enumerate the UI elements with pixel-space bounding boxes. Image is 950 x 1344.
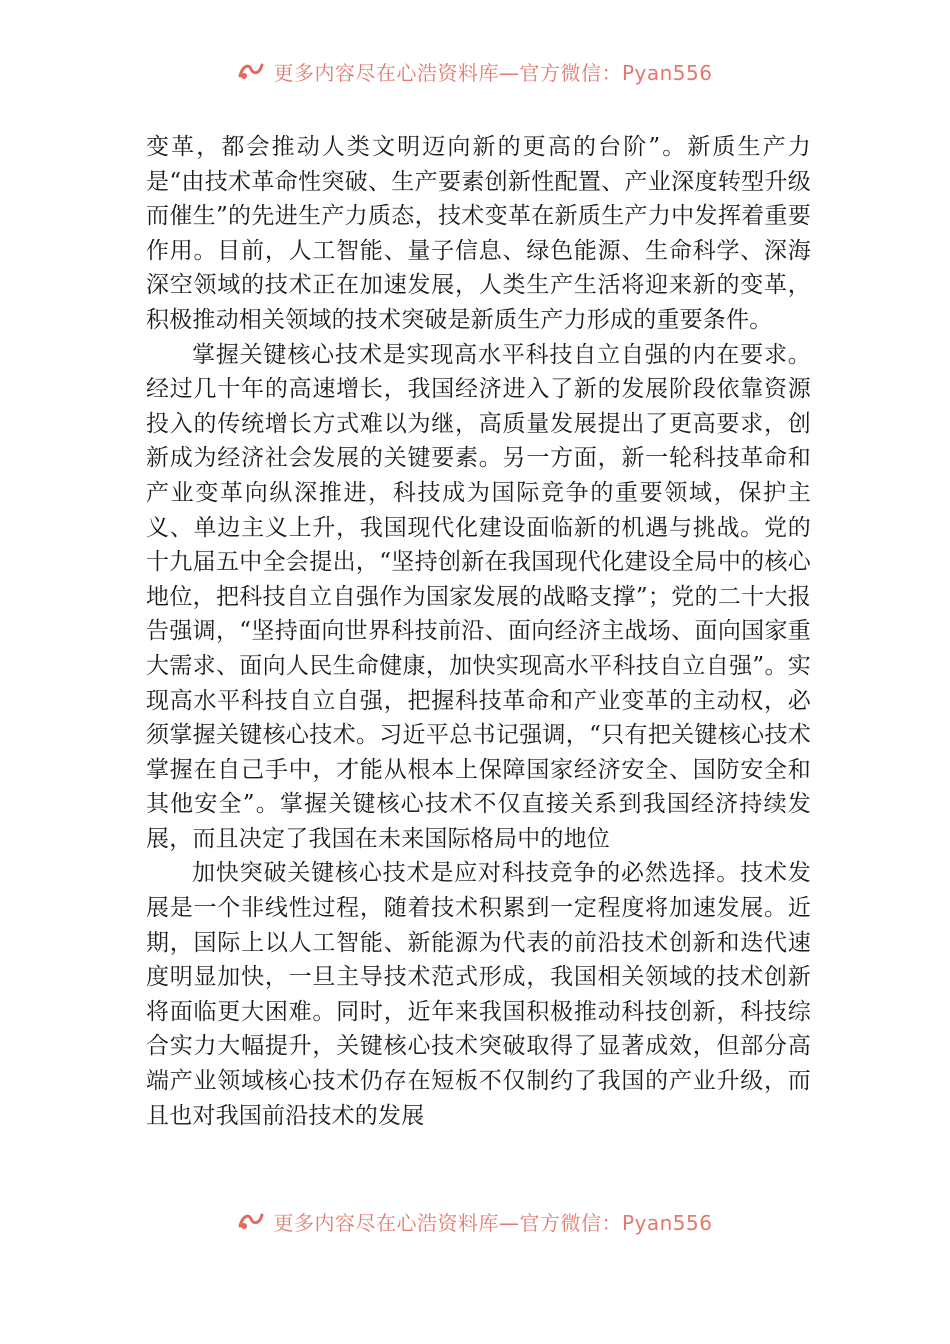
brand-logo-icon xyxy=(237,1211,265,1231)
watermark-text: 更多内容尽在心浩资料库—官方微信：Pyan556 xyxy=(273,60,713,85)
watermark-text: 更多内容尽在心浩资料库—官方微信：Pyan556 xyxy=(273,1210,713,1235)
header-watermark xyxy=(0,56,950,86)
footer-watermark xyxy=(0,1206,950,1236)
paragraph-2: 掌握关键核心技术是实现高水平科技自立自强的内在要求。经过几十年的高速增长，我国经济进入了新的发展阶段依靠资源投入的传统增长方式难以为继，高质量发展提出了更高要求，创新成为经济社会发展的关键要素。另一方面，新一轮科技革命和产业变革向纵深推进，科技成为国际竞争的重要领域，保护主义、单边主义上升，我国现代化建设面临新的机遇与挑战。党的十九届五中全会提出，“坚持创新在我国现代化建设全局中的核心地位，把科技自立自强作为国家发展的战略支撑”；党的二十大报告强调，“坚持面向世界科技前沿、面向经济主战场、面向国家重大需求、面向人民生命健康，加快实现高水平科技自立自强”。实现高水平科技自立自强，把握科技革命和产业变革的主动权，必须掌握关键核心技术。习近平总书记强调，“只有把关键核心技术掌握在自己手中，才能从根本上保障国家经济安全、国防安全和其他安全”。掌握关键核心技术不仅直接关系到我国经济持续发展，而且决定了我国在未来国际格局中的地位 xyxy=(146,341,811,852)
paragraph-1: 变革，都会推动人类文明迈向新的更高的台阶”。新质生产力是“由技术革命性突破、生产要素创新性配置、产业深度转型升级而催生”的先进生产力质态，技术变革在新质生产力中发挥着重要作用。目前，人工智能、量子信息、绿色能源、生命科学、深海深空领域的技术正在加速发展，人类生产生活将迎来新的变革，积极推动相关领域的技术突破是新质生产力形成的重要条件。 xyxy=(146,134,811,333)
brand-logo-icon xyxy=(237,61,265,81)
document-body xyxy=(146,130,811,1133)
paragraph-3: 加快突破关键核心技术是应对科技竞争的必然选择。技术发展是一个非线性过程，随着技术积累到一定程度将加速发展。近期，国际上以人工智能、新能源为代表的前沿技术创新和迭代速度明显加快，一旦主导技术范式形成，我国相关领域的技术创新将面临更大困难。同时，近年来我国积极推动科技创新，科技综合实力大幅提升，关键核心技术突破取得了显著成效，但部分高端产业领域核心技术仍存在短板不仅制约了我国的产业升级，而且也对我国前沿技术的发展 xyxy=(146,860,811,1129)
